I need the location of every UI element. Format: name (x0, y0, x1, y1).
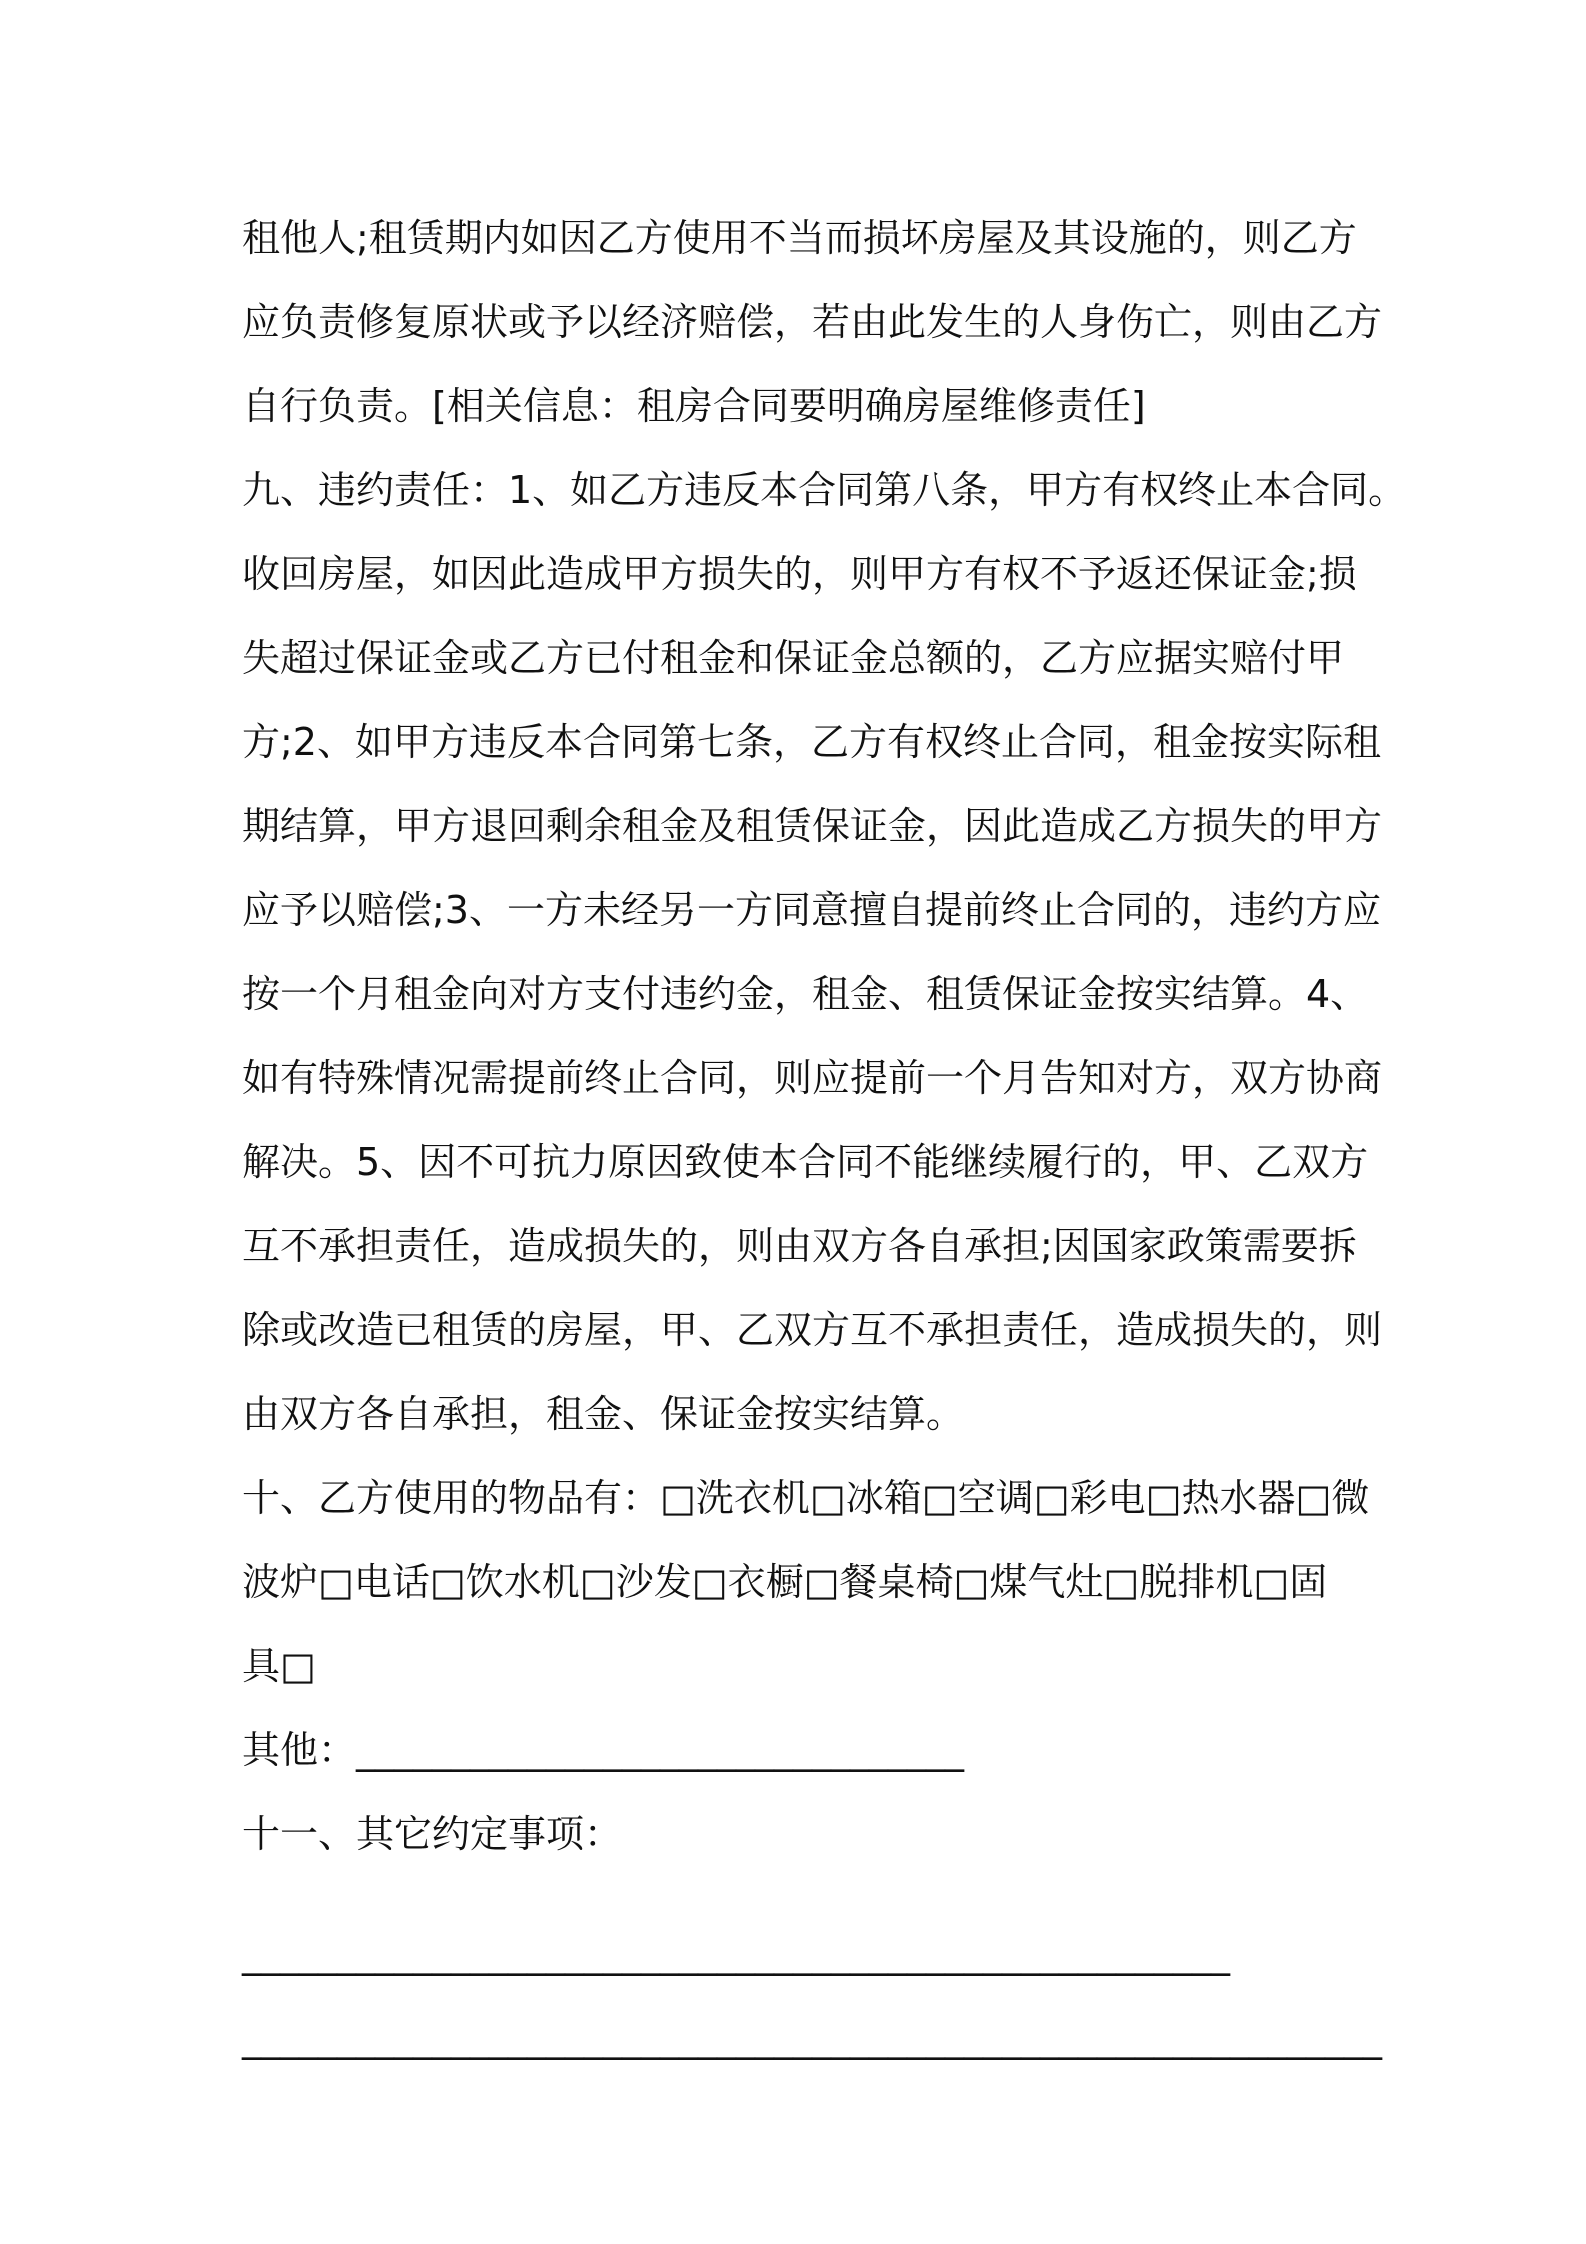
text-line: 租他人;租赁期内如因乙方使用不当而损坏房屋及其设施的，则乙方 (242, 216, 1357, 260)
text-line: 方;2、如甲方违反本合同第七条，乙方有权终止合同，租金按实际租 (242, 720, 1381, 764)
section-10-heading-line: 十、乙方使用的物品有：□洗衣机□冰箱□空调□彩电□热水器□微 (242, 1476, 1370, 1520)
text-line: 按一个月租金向对方支付违约金，租金、租赁保证金按实结算。4、 (242, 972, 1369, 1016)
text-line: 互不承担责任，造成损失的，则由双方各自承担;因国家政策需要拆 (242, 1224, 1357, 1268)
section-9-heading-line: 九、违约责任：1、如乙方违反本合同第八条，甲方有权终止本合同。 (242, 468, 1407, 512)
text-line: 由双方各自承担，租金、保证金按实结算。 (242, 1392, 965, 1436)
checkbox-items-line: 具□ (242, 1644, 316, 1688)
blank-underline: ____________________________________________________________ (242, 2016, 1382, 2060)
checkbox-items-line: 波炉□电话□饮水机□沙发□衣橱□餐桌椅□煤气灶□脱排机□固 (242, 1560, 1328, 1604)
document-body (242, 196, 1407, 2080)
text-line: 自行负责。[相关信息：租房合同要明确房屋维修责任] (242, 384, 1146, 428)
text-line: 除或改造已租赁的房屋，甲、乙双方互不承担责任，造成损失的，则 (242, 1308, 1383, 1352)
text-line: 期结算，甲方退回剩余租金及租赁保证金，因此造成乙方损失的甲方 (242, 804, 1383, 848)
text-line: 应予以赔偿;3、一方未经另一方同意擅自提前终止合同的，违约方应 (242, 888, 1381, 932)
section-11-heading-line: 十一、其它约定事项： (242, 1812, 623, 1856)
blank-underline: ____________________________________________________ (242, 1932, 1230, 1976)
text-line: 应负责修复原状或予以经济赔偿，若由此发生的人身伤亡，则由乙方 (242, 300, 1383, 344)
text-line: 失超过保证金或乙方已付租金和保证金总额的，乙方应据实赔付甲 (242, 636, 1345, 680)
other-field-line: 其他：________________________________ (242, 1728, 965, 1772)
text-line: 收回房屋，如因此造成甲方损失的，则甲方有权不予返还保证金;损 (242, 552, 1357, 596)
text-line: 如有特殊情况需提前终止合同，则应提前一个月告知对方，双方协商 (242, 1056, 1383, 1100)
text-line: 解决。5、因不可抗力原因致使本合同不能继续履行的，甲、乙双方 (242, 1140, 1369, 1184)
spacer (242, 1876, 1382, 1912)
